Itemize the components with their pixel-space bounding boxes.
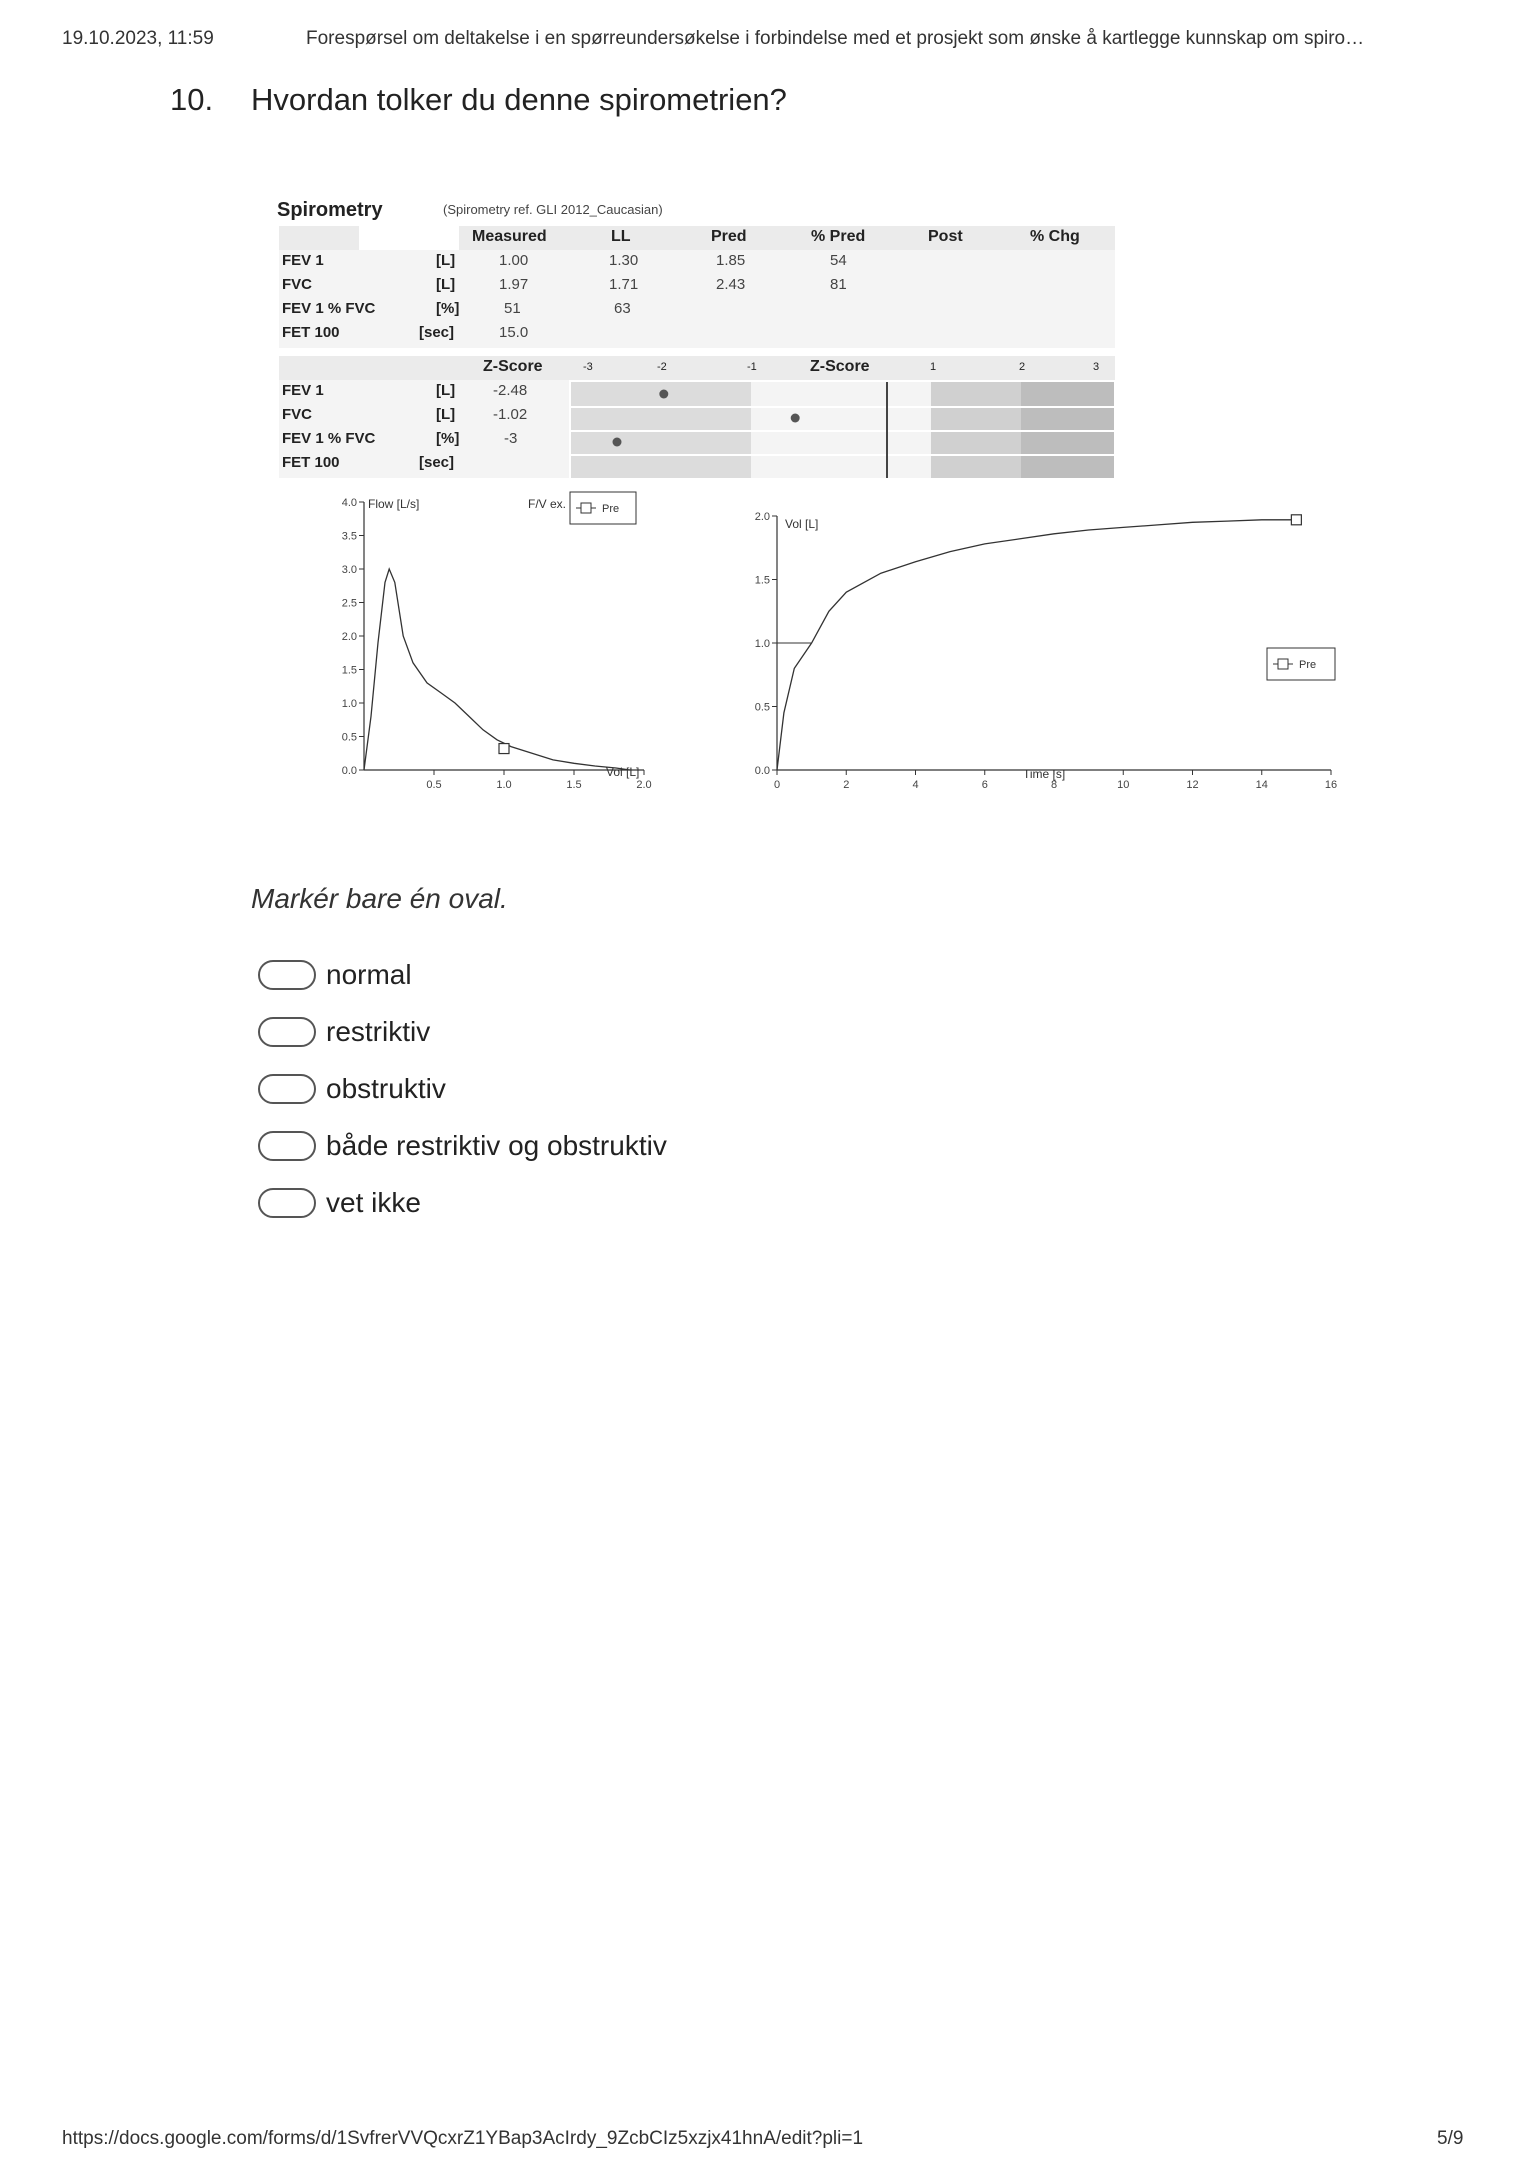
row-unit: [L] — [436, 406, 456, 423]
col-ll: LL — [611, 228, 631, 245]
measurement-table — [279, 226, 1115, 348]
zscale-tick: 1 — [930, 361, 937, 373]
radio-oval[interactable] — [258, 960, 316, 990]
zscore-scale — [571, 382, 1114, 478]
col-pct-chg: % Chg — [1030, 228, 1080, 245]
row-label: FEV 1 — [282, 382, 324, 399]
fv-ylabel: Flow [L/s] — [368, 497, 420, 511]
y-tick-label: 0.0 — [341, 765, 357, 777]
option-label: både restriktiv og obstruktiv — [326, 1130, 667, 1161]
data-marker — [1291, 515, 1301, 525]
row-unit: [L] — [436, 382, 456, 399]
zscore-value: -3 — [504, 430, 518, 447]
flow-volume-chart — [318, 490, 668, 810]
legend-label: Pre — [602, 503, 620, 515]
zscale-tick: -2 — [657, 361, 667, 373]
option-label: obstruktiv — [326, 1073, 446, 1104]
zscore-value: -2.48 — [493, 382, 528, 399]
x-tick-label: 0 — [773, 779, 781, 791]
zscale-tick: -1 — [747, 361, 757, 373]
radio-oval[interactable] — [258, 1131, 316, 1161]
x-tick-label: 4 — [912, 779, 919, 791]
ll-value: 63 — [614, 300, 631, 317]
y-tick-label: 1.0 — [754, 638, 770, 650]
col-pred: Pred — [711, 228, 747, 245]
zscore-value: -1.02 — [493, 406, 528, 423]
option-obstruktiv[interactable] — [258, 1069, 446, 1109]
ll-value: 1.71 — [609, 276, 639, 293]
zscore-dot — [613, 438, 622, 447]
zscale-title: Z-Score — [810, 358, 870, 375]
row-unit: [L] — [436, 276, 456, 293]
col-measured: Measured — [472, 228, 547, 245]
legend-label: Pre — [1299, 659, 1317, 671]
x-tick-label: 10 — [1117, 779, 1130, 791]
y-tick-label: 0.5 — [754, 701, 770, 714]
row-label: FEV 1 % FVC — [282, 300, 376, 317]
legend-marker — [1278, 659, 1288, 669]
zscore-dot — [791, 414, 800, 423]
y-tick-label: 1.5 — [341, 664, 357, 677]
x-tick-label: 6 — [981, 779, 988, 791]
print-page-number: 5/9 — [1437, 2128, 1464, 2149]
y-tick-label: 0.0 — [754, 765, 770, 777]
vt-xlabel: Time [s] — [1023, 767, 1066, 781]
x-tick-label: 0.5 — [426, 779, 442, 791]
row-unit: [%] — [436, 430, 460, 447]
x-tick-label: 1.0 — [496, 779, 512, 791]
y-tick-label: 3.5 — [341, 530, 357, 543]
zscore-dot — [659, 390, 668, 399]
data-marker — [499, 744, 509, 754]
row-unit: [sec] — [419, 324, 455, 341]
radio-oval[interactable] — [258, 1188, 316, 1218]
y-tick-label: 0.5 — [341, 731, 357, 744]
x-tick-label: 16 — [1324, 779, 1338, 791]
series-line — [364, 569, 630, 770]
y-tick-label: 1.0 — [341, 698, 357, 710]
pred-value: 2.43 — [716, 276, 746, 293]
x-tick-label: 8 — [1050, 779, 1058, 791]
col-pct-pred: % Pred — [811, 228, 866, 245]
measured-value: 15.0 — [499, 324, 529, 341]
measured-value: 51 — [504, 300, 521, 317]
x-tick-label: 2.0 — [636, 779, 652, 791]
zscore-table — [279, 356, 1115, 478]
series-line — [777, 520, 1296, 770]
spirometry-title: Spirometry — [277, 199, 383, 221]
spirometry-reference: (Spirometry ref. GLI 2012_Caucasian) — [443, 202, 663, 217]
option-normal[interactable] — [258, 955, 412, 995]
row-label: FEV 1 — [282, 252, 324, 269]
measured-value: 1.00 — [499, 252, 529, 269]
row-label: FVC — [282, 406, 312, 423]
y-tick-label: 2.0 — [754, 511, 770, 523]
zscale-tick: 3 — [1093, 361, 1100, 373]
row-unit: [%] — [436, 300, 460, 317]
option-vet-ikke[interactable] — [258, 1183, 421, 1223]
zscale-tick: -3 — [583, 361, 593, 373]
volume-time-chart — [735, 498, 1345, 810]
col-zscore: Z-Score — [483, 358, 543, 375]
measured-value: 1.97 — [499, 276, 529, 293]
option-label: vet ikke — [326, 1187, 421, 1218]
y-tick-label: 4.0 — [341, 497, 357, 509]
zscale-tick: 2 — [1019, 361, 1026, 373]
question-number: 10. — [170, 82, 214, 117]
x-tick-label: 12 — [1186, 779, 1199, 791]
pred-value: 1.85 — [716, 252, 746, 269]
row-label: FET 100 — [282, 454, 340, 471]
row-unit: [L] — [436, 252, 456, 269]
radio-oval[interactable] — [258, 1074, 316, 1104]
option-label: restriktiv — [326, 1016, 431, 1047]
x-tick-label: 14 — [1255, 779, 1268, 791]
row-label: FET 100 — [282, 324, 340, 341]
option-label: normal — [326, 959, 412, 990]
option-both[interactable] — [258, 1126, 667, 1166]
print-page-title: Forespørsel om deltakelse i en spørreundersøkelse i forbindelse med et prosjekt som ønske å kartlegge kunnskap om spiro… — [306, 28, 1365, 49]
fv-xlabel: Vol [L] — [606, 765, 640, 779]
legend-marker — [581, 503, 591, 513]
row-label: FVC — [282, 276, 312, 293]
print-date-time: 19.10.2023, 11:59 — [62, 28, 214, 49]
vt-ylabel: Vol [L] — [785, 517, 819, 531]
col-post: Post — [928, 228, 963, 245]
y-tick-label: 2.0 — [341, 631, 357, 643]
pct-pred-value: 54 — [830, 252, 847, 269]
question-text: Hvordan tolker du denne spirometrien? — [251, 82, 787, 117]
y-tick-label: 2.5 — [341, 597, 357, 610]
option-restriktiv[interactable] — [258, 1012, 430, 1052]
ll-value: 1.30 — [609, 252, 639, 269]
pct-pred-value: 81 — [830, 276, 847, 293]
y-tick-label: 1.5 — [754, 574, 770, 587]
x-tick-label: 1.5 — [566, 779, 582, 791]
radio-oval[interactable] — [258, 1017, 316, 1047]
form-instruction: Markér bare én oval. — [251, 883, 508, 914]
row-label: FEV 1 % FVC — [282, 430, 376, 447]
row-unit: [sec] — [419, 454, 455, 471]
y-tick-label: 3.0 — [341, 564, 357, 576]
print-url: https://docs.google.com/forms/d/1SvfrerVVQcxrZ1YBap3AcIrdy_9ZcbCIz5xzjx41hnA/edit?pli=1 — [62, 2128, 864, 2149]
fv-title: F/V ex. — [528, 497, 567, 511]
x-tick-label: 2 — [843, 779, 850, 791]
